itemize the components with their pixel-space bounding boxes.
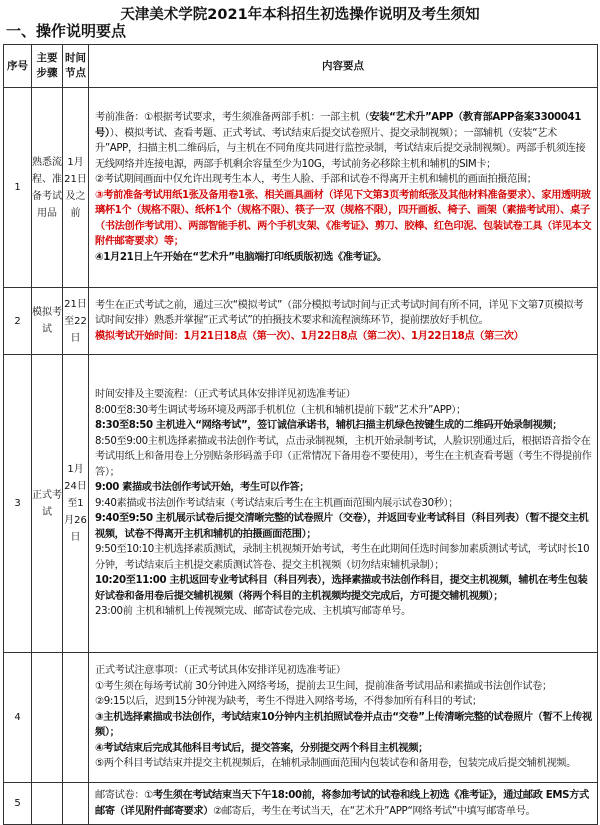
content-line <box>95 756 593 772</box>
row-5-content <box>89 783 598 825</box>
content-line <box>95 403 593 419</box>
table-row-5 <box>4 783 598 825</box>
content-segment: 8:00至8:30考生调试考场环境及两部手机机位（主机和辅机提前下载“艺术升”APP）； <box>95 404 466 416</box>
row-1-step: 熟悉流程、准备考试用品 <box>32 88 63 288</box>
content-line <box>95 511 593 542</box>
row-5-time <box>63 783 89 825</box>
content-segment: 9:40素描或书法创作考试结束（考试结束后考生在主机画面范围内展示试卷30秒）； <box>95 497 459 509</box>
header-step: 主要步骤 <box>32 45 63 88</box>
header-content: 内容要点 <box>89 45 598 88</box>
content-line <box>95 741 593 757</box>
content-line <box>95 573 593 604</box>
content-segment: 23:00前 主机和辅机上传视频完成、邮寄试卷完成、主机填写邮寄单号。 <box>95 606 411 618</box>
row-2-no: 2 <box>4 288 32 355</box>
content-segment: ②考试期间画面中仅允许出现考生本人，考生人脸、手部和试卷不得离开主机和辅机的画面拍摄范围； <box>95 174 537 185</box>
content-segment: 10:20至11:00 主机返回专业考试科目（科目列表），选择素描或书法创作科目，提交主机视频，辅机在考生包装好试卷和备用卷后提交辅机视频（将两个科目的主机视频均提交完成后，方可提交辅机视频）； <box>95 575 588 602</box>
row-4-content <box>89 653 598 783</box>
content-line <box>95 387 593 403</box>
content-segment: ③主机选择素描或书法创作，考试结束10分钟内主机拍照试卷并点击“交卷”上传清晰完整的试卷照片（暂不上传视频）； <box>95 711 592 739</box>
row-3-no: 3 <box>4 355 32 653</box>
row-1-no: 1 <box>4 88 32 288</box>
content-line <box>95 679 593 695</box>
content-line <box>95 298 593 329</box>
row-4-time <box>63 653 89 783</box>
header-no: 序号 <box>4 45 32 88</box>
content-segment: 9:00 素描或书法创作考试开始，考生可以作答； <box>95 482 310 494</box>
content-segment: 考生在正式考试之前，通过三次“模拟考试”（部分模拟考试时间与正式考试时间有所不同，详见下文第7页模拟考试时间安排）熟悉并掌握“正式考试”的拍摄技术要求和流程演练环节，提前摆放好手机位。 <box>95 299 584 327</box>
content-segment: ④1月21日上午开始在“艺术升”电脑端打印纸质版初选《准考证》。 <box>95 251 387 263</box>
content-line <box>95 788 593 819</box>
table-row-2 <box>4 288 598 355</box>
row-2-content <box>89 288 598 355</box>
content-segment: ⑤两个科目考试结束并提交主机视频后，在辅机录制画面范围内包装试卷和备用卷，包装完成后提交辅机视频。 <box>95 758 576 770</box>
row-2-time: 21日至22日 <box>63 288 89 355</box>
content-segment: 时间安排及主要流程：（正式考试具体安排详见初选准考证） <box>95 389 356 401</box>
content-line <box>95 710 593 741</box>
content-segment: 邮寄试卷：① <box>95 790 153 801</box>
table-row-3 <box>4 355 598 653</box>
row-3-time: 1月24日至1月26日 <box>63 355 89 653</box>
row-4-no: 4 <box>4 653 32 783</box>
row-1-time: 1月21日及之前 <box>63 88 89 288</box>
content-line <box>95 434 593 481</box>
content-line <box>95 496 593 512</box>
content-line <box>95 604 593 620</box>
content-segment: 考生须在考试结束当天下午18:00前，将参加考试的试卷和线上初选《准考证》，通过邮政 EMS方式邮寄（详见附件邮寄要求） <box>95 790 589 817</box>
content-segment: 安装“艺术升”APP（教育部APP备案3300041号） <box>95 112 582 139</box>
row-4-step <box>32 653 63 783</box>
content-segment: 模拟考试开始时间：1月21日18点（第一次）、1月22日8点（第二次）、1月22日18点（第三次） <box>95 330 524 342</box>
content-line <box>95 110 593 172</box>
content-segment: 9:50至10:10主机选择素质测试，录制主机视频开始考试，考生在此期间任选时间参加素质测试考试，考试时长10分钟，考试结束后主机提交素质测试答卷、提交主机视频（切勿结束辅机录制）； <box>95 544 590 571</box>
content-segment: ③考前准备考试用纸1张及备用卷1张、相关画具画材（详见下文第3页考前纸张及其他材料准备要求）、家用透明玻璃杯1个（规格不限）、纸杯1个（规格不限）、筷子一双（规格不限），四开画板、椅子、画架（素描考试用）、桌子（书法创作考试用）、两部智能手机、两个手机支架、《准考证》、剪刀、胶棒、红色印泥、包装试卷工具（详见本文附件邮寄要求）等； <box>95 189 592 247</box>
content-line <box>95 418 593 434</box>
table-row-1 <box>4 88 598 288</box>
table-header-row <box>4 45 598 88</box>
content-segment: 8:50至9:00主机选择素描或书法创作考试，点击录制视频，主机开始录制考试，人脸识别通过后，根据语音指令在考试用纸上和备用卷上分别贴条形码盖手印（正常情况下备用卷不要使用），考生在主机查看考题（考生不得提前作答）； <box>95 435 592 478</box>
row-1-content <box>89 88 598 288</box>
content-line <box>95 542 593 573</box>
content-line <box>95 329 593 345</box>
content-segment: ④考试结束后完成其他科目考试后，提交答案，分别提交两个科目主机视频； <box>95 742 428 754</box>
operations-table <box>3 44 598 825</box>
content-line <box>95 694 593 710</box>
row-3-content <box>89 355 598 653</box>
content-segment: 考前准备：①根据考试要求，考生须准备两部手机：一部主机（ <box>95 112 370 123</box>
content-segment: ②9:15以后，迟到15分钟视为缺考，考生不得进入网络考场，不得参加所有科目的考试； <box>95 696 482 708</box>
row-3-step: 正式考试 <box>32 355 63 653</box>
content-line <box>95 250 593 266</box>
content-segment: ①考生须在每场考试前 30分钟进入网络考场，提前去卫生间，提前准备考试用品和素描或书法创作试卷； <box>95 680 552 692</box>
content-segment: 9:40至9:50 主机展示试卷后提交清晰完整的试卷照片（交卷），并返回专业考试科目（科目列表）（暂不提交主机视频，试卷不得离开主机和辅机的拍摄画面范围）； <box>95 513 589 540</box>
table-row-4 <box>4 653 598 783</box>
content-segment: 正式考试注意事项：（正式考试具体安排详见初选准考证） <box>95 665 346 677</box>
section-heading: 一、操作说明要点 <box>6 22 127 40</box>
content-segment: ）、模拟考试、查看考题、正式考试、考试结束后提交试卷照片、提交录制视频）；一部辅机（安装“艺术升”APP，扫描主机二维码后，与主机在不同角度共同进行监控录制，考试结束后提交录制视频）。两部手机须连接无线网络并连接电源，两部手机剩余容量至少为10G，考试前务必移除主机和辅机的SIM卡； <box>95 127 586 170</box>
document-title: 天津美术学院2021年本科招生初选操作说明及考生须知 <box>120 7 480 23</box>
header-time: 时间节点 <box>63 45 89 88</box>
content-segment: ②邮寄后，考生在考试当天，在“艺术升”APP“网络考试”中填写邮寄单号。 <box>213 805 536 817</box>
content-segment: 8:30至8:50 主机进入“网络考试”，签订诚信承诺书，辅机扫描主机绿色按键生成的二维码开始录制视频； <box>95 420 563 432</box>
content-line <box>95 480 593 496</box>
content-line <box>95 172 593 188</box>
row-5-step <box>32 783 63 825</box>
row-5-no: 5 <box>4 783 32 825</box>
content-line <box>95 188 593 250</box>
content-line <box>95 663 593 679</box>
row-2-step: 模拟考试 <box>32 288 63 355</box>
